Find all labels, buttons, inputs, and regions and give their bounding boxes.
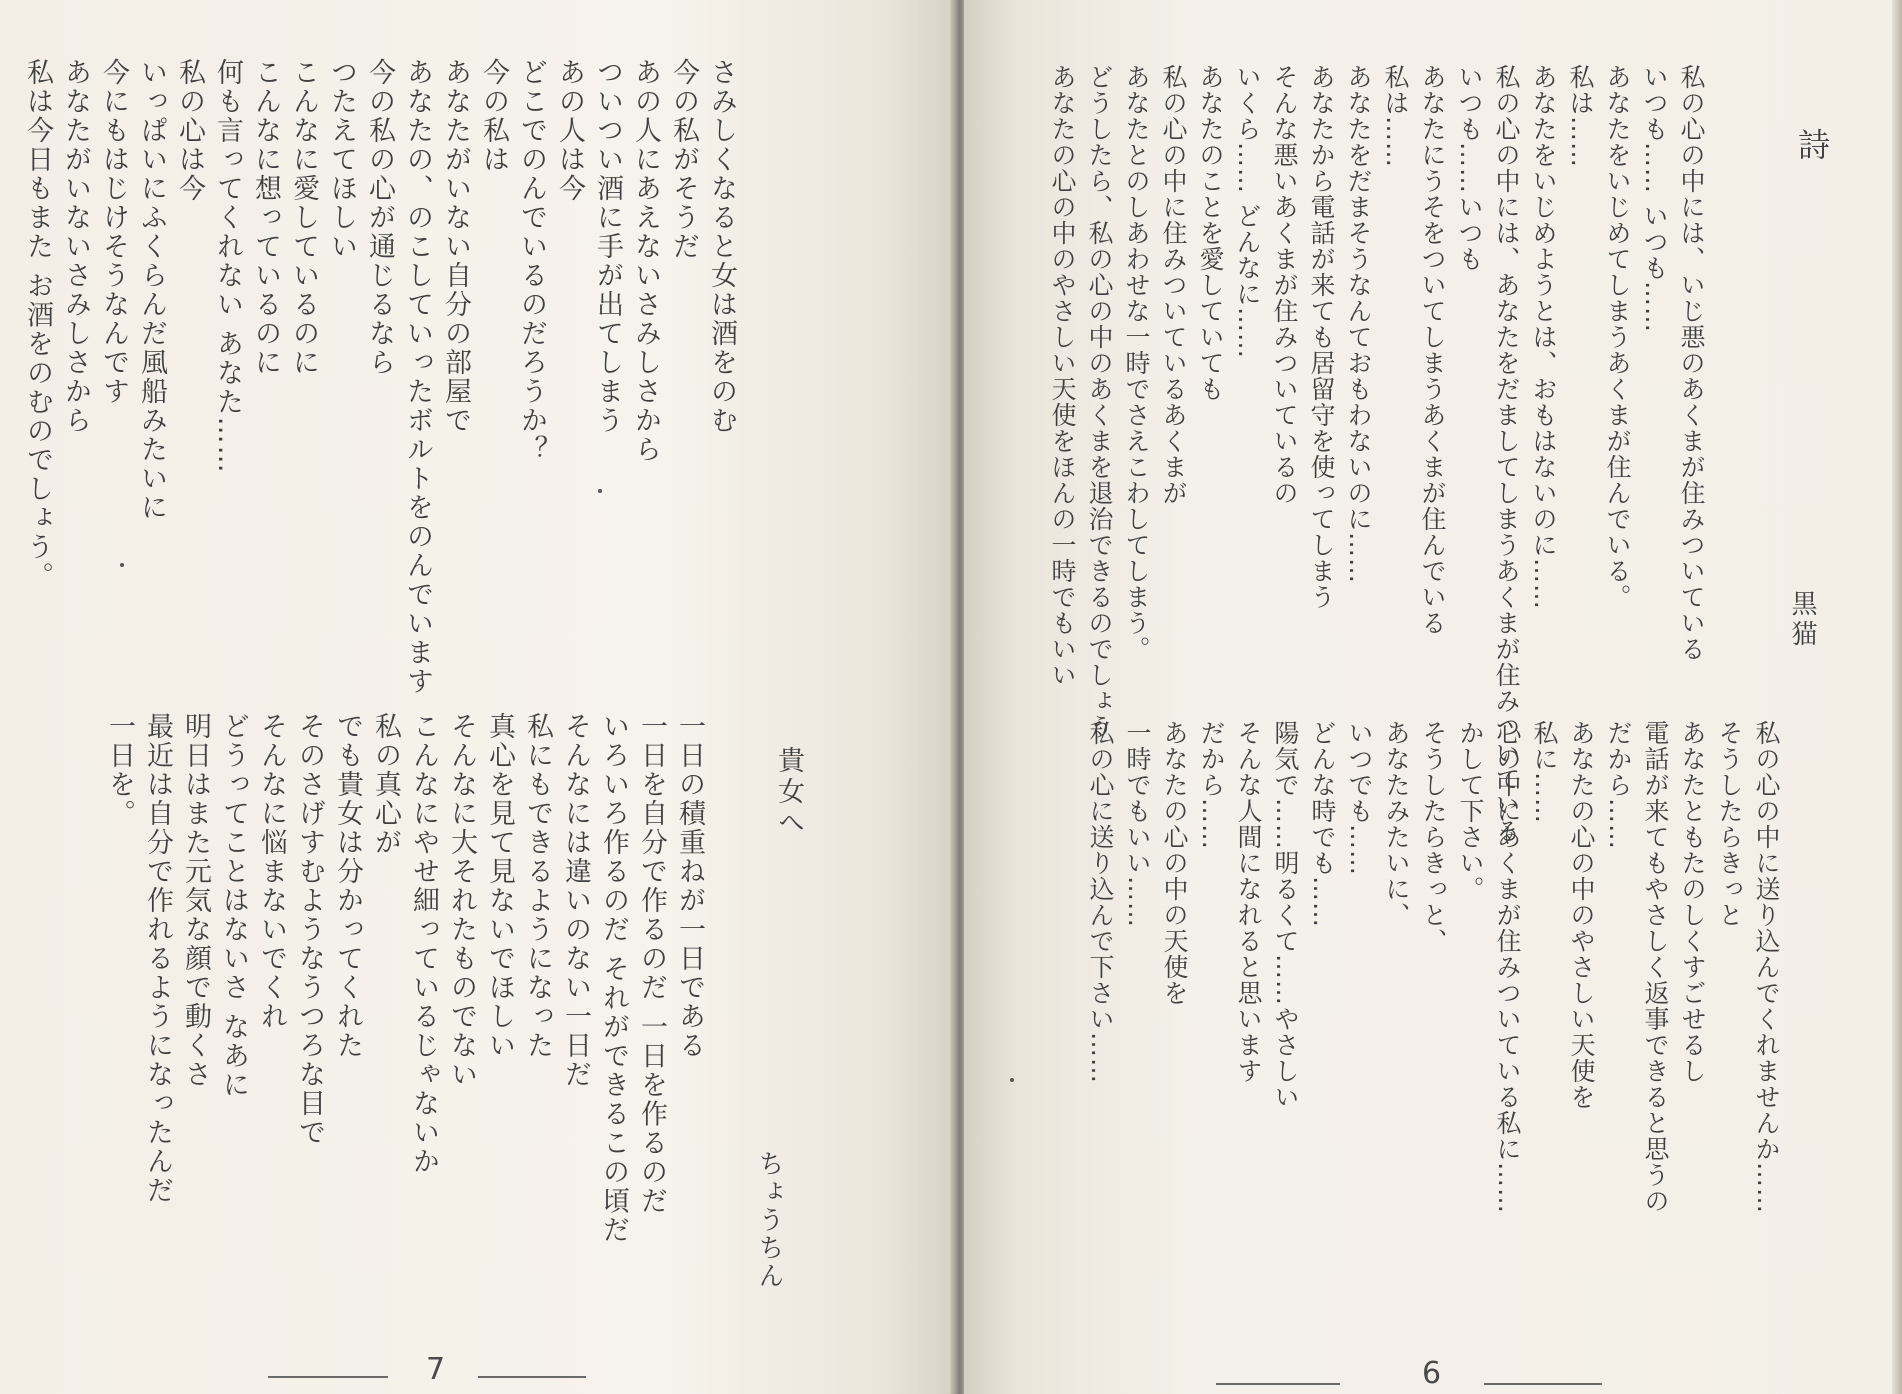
poem-line: あなたの、のこしていったボルトをのんでいます [402,58,433,696]
poem-line: あなたともたのしくすごせるし [1678,720,1707,1084]
poem-author: 黒猫 [1787,590,1817,650]
poem-line: 私の心の中に住みついているあくまが [1159,64,1188,506]
poem-line: 陽気で……明るくて……やさしい [1271,720,1300,1110]
poem-line: 何も言ってくれない あなた…… [212,58,243,475]
poem-line: あなたにうそをついてしまうあくまが住んでいる [1418,64,1447,636]
poem-line: あなたをだまそうなんておもわないのに…… [1344,64,1373,584]
poem-line: 私は…… [1381,64,1410,168]
poem-line: あの人は今 [554,58,585,203]
poem-line: 私は今日もまた お酒をのむのでしょう。 [22,58,53,591]
poem-line: かして下さい。 [1456,720,1485,902]
poem-line: どうってことはないさ なあに [218,712,249,1100]
poem-line: 私に…… [1530,720,1559,824]
page-edge [1892,0,1902,1394]
poem-line: こんなに想っているのに [250,58,281,377]
poem-line: 真心を見て見ないでほしい [484,712,515,1060]
poem-line: いっぱいにふくらんだ風船みたいに [136,58,167,522]
poem-line: 私の心の中には、あなたをだましてしまうあくまが住みついている [1492,64,1521,844]
poem-akuma-part2 [1082,720,1785,1320]
poem-line: いくら…… どんなに…… [1233,64,1262,359]
folio-rule-right-a [1216,1383,1340,1385]
poem-line: あなたをいじめようとは、おもはないのに…… [1529,64,1558,610]
poem-line: 私の心は今 [174,58,205,203]
poem-line: 一日の積重ねが一日である [674,712,705,1060]
poem-line: そうしたらきっと [1715,720,1744,928]
poem-line: どんな時でも…… [1308,720,1337,928]
folio-rule-left-a [268,1376,388,1378]
poem-line: そんな悪いあくまが住みついているの [1270,64,1299,506]
folio-rule-right-b [1484,1383,1602,1385]
poem-line: だから…… [1197,720,1226,850]
poem-line: あなたがいないさみしさから [60,58,91,435]
poem-line: さみしくなると女は酒をのむ [706,58,737,435]
poem-line: いろいろ作るのだ それができるこの頃だ [598,712,629,1245]
poem-line: いつも……いつも [1455,64,1484,272]
poem-line: あなたのことを愛していても [1196,64,1225,402]
poem-line: 電話が来てもやさしく返事できると思うの [1641,720,1670,1214]
poem-line: そんなに悩まないでくれ [256,712,287,1031]
ink-dot [1010,1078,1014,1082]
poem-line: どこでのんでいるのだろうか？ [516,58,547,464]
poem-sake [18,58,740,696]
poem-line: そのさげすむようなうつろな目で [294,712,325,1147]
poem-line: そんな人間になれると思います [1234,720,1263,1084]
poem-line: 私の心の中には、いじ悪のあくまが住みついている [1677,64,1706,662]
poem-line: 私の心の中に送り込んでくれませんか…… [1752,720,1781,1214]
poem-line: こんなに愛しているのに [288,58,319,377]
poem-line: ついつい酒に手が出てしまう [592,58,623,435]
poem-line: あなたがいない自分の部屋で [440,58,471,435]
poem-heading: 詩 [1793,128,1831,164]
poem-line: でも貴女は分かってくれた [332,712,363,1060]
poem-line: こんなにやせ細っているじゃないか [408,712,439,1176]
poem-line: 明日はまた元気な顔で動くさ [180,712,211,1089]
poem-kijo-e [100,712,708,1292]
poem-line: 私は…… [1566,64,1595,168]
ink-dot [598,489,602,493]
poem-line: 一時でもいい…… [1123,720,1152,928]
poem-line: あなたをいじめてしまうあくまが住んでいる。 [1603,64,1632,610]
poem-line: そんなに大それたものでない [446,712,477,1089]
poem-line: そんなには違いのない一日だ [560,712,591,1089]
poem-line: いつも…… いつも…… [1640,64,1669,333]
poem-line: どうしたら、私の心の中のあくまを退治できるのでしょう [1085,64,1114,740]
poem-line: つたえてほしい [326,58,357,261]
poem-line: あなたの心の中の天使を [1160,720,1189,1006]
poem-line: 心の中にあくまが住みついている私に…… [1493,720,1522,1214]
poem-line: だから…… [1604,720,1633,850]
poem-line: 一日を自分で作るのだ 一日を作るのだ [636,712,667,1216]
poem-line: あの人にあえないさみしさから [630,58,661,464]
folio-rule-left-b [478,1376,586,1378]
poem-line: いつでも…… [1345,720,1374,876]
page-number-right: 6 [1422,1356,1442,1391]
poem-line: そうしたらきっと、 [1419,720,1448,954]
poem-line: あなたみたいに、 [1382,720,1411,928]
poem-line: あなたとのしあわせな一時でさえこわしてしまう。 [1122,64,1151,662]
poem-line: 私の真心が [370,712,401,857]
poem-line: あなたから電話が来ても居留守を使ってしまう [1307,64,1336,610]
poem-line: あなたの心の中のやさしい天使をほんの一時でもいい [1048,64,1077,688]
poem-line: あなたの心の中のやさしい天使を [1567,720,1596,1110]
poem2-title: 貴女へ [773,746,804,839]
poem-line: 最近は自分で作れるようになったんだ [142,712,173,1205]
poem-line: 私の心に送り込んで下さい…… [1086,720,1115,1084]
page-number-left: 7 [426,1352,446,1387]
poem-line: 私にもできるようになった [522,712,553,1060]
poem-line: 一日を。 [104,712,135,828]
poem-line: 今にもはじけそうなんです [98,58,129,406]
right-page [964,0,1902,1394]
poem-line: 今の私は [478,58,509,174]
poem-line: 今の私がそうだ [668,58,699,261]
poem2-author: ちょうちん [754,1150,784,1290]
ink-dot [120,563,124,567]
poem-line: 今の私の心が通じるなら [364,58,395,377]
